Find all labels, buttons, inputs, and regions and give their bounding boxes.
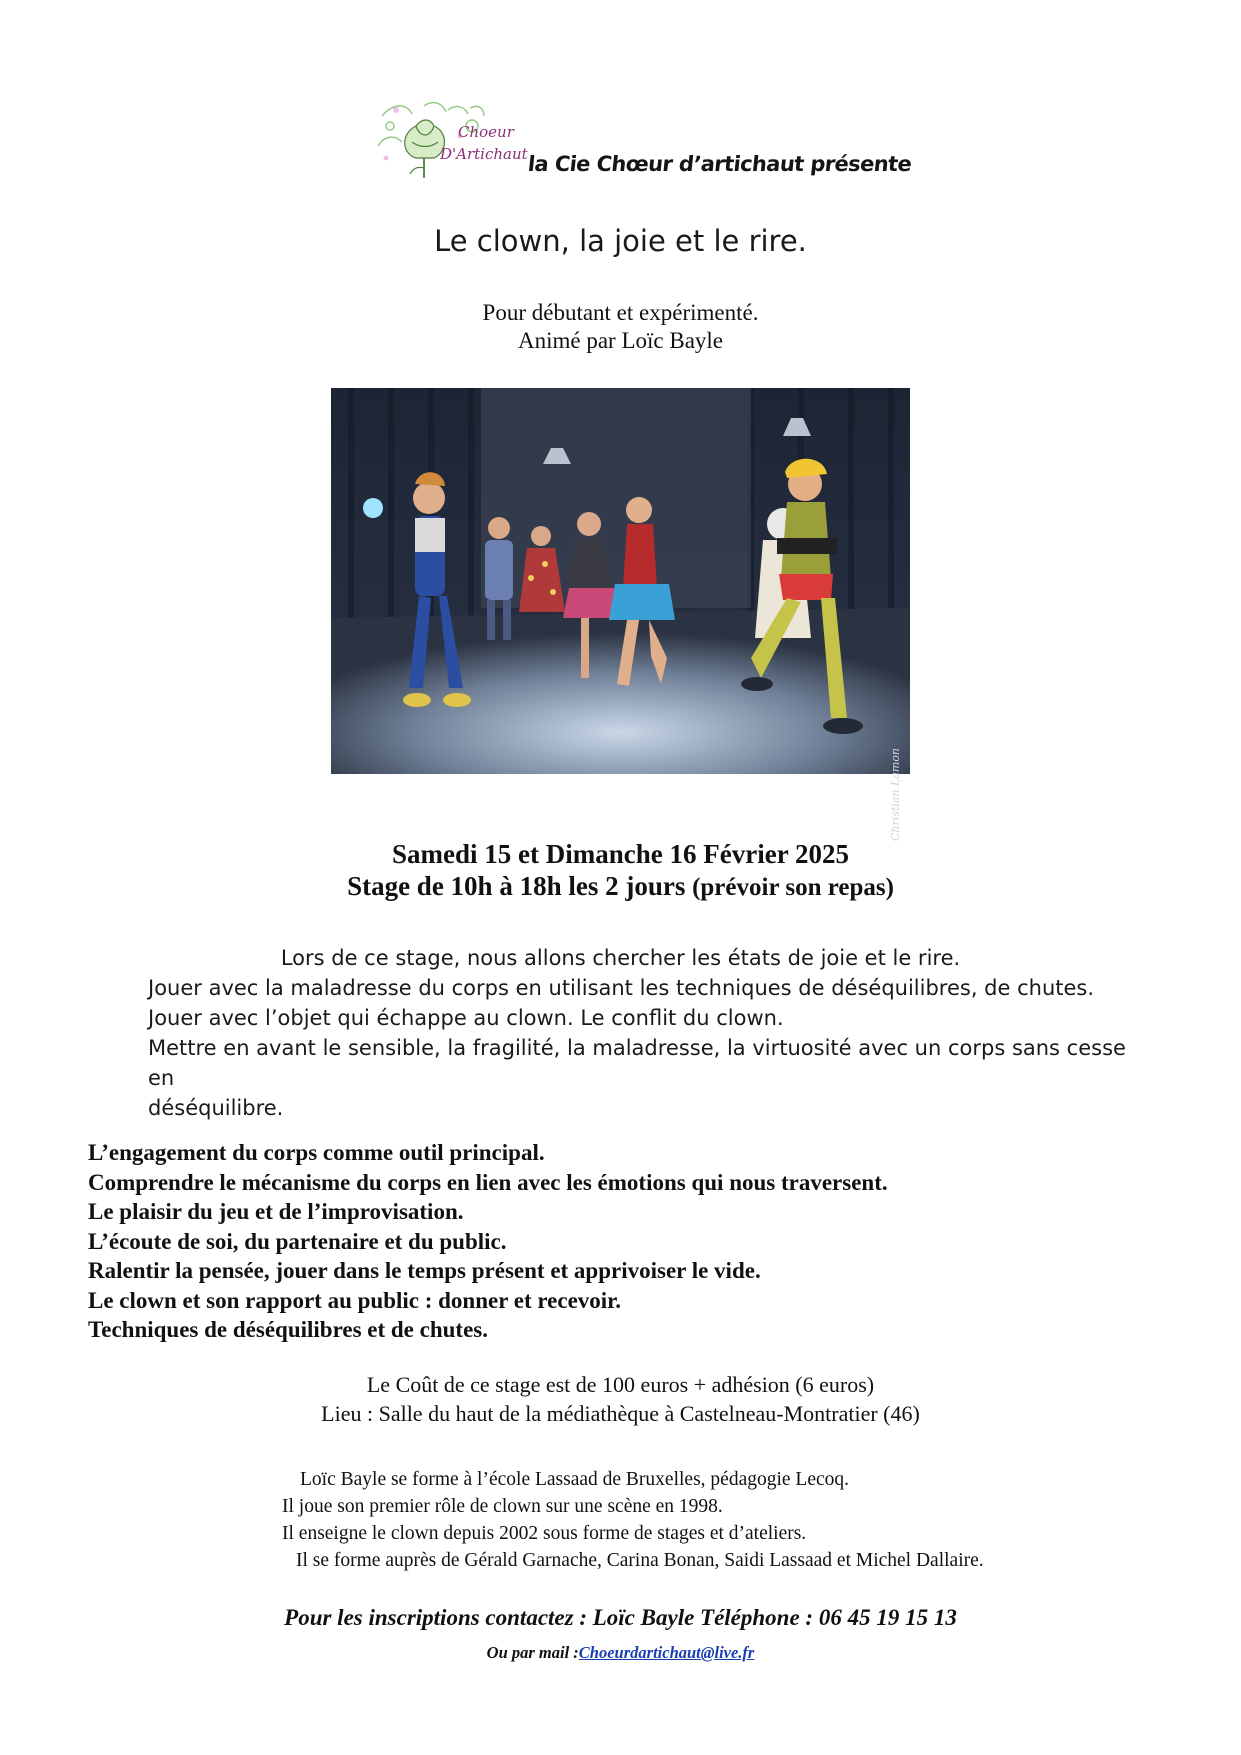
dates-line: Samedi 15 et Dimanche 16 Février 2025 — [392, 839, 849, 869]
goal-item: Comprendre le mécanisme du corps en lien avec les émotions qui nous traversent. — [88, 1169, 888, 1195]
goal-item: L’engagement du corps comme outil principal. — [88, 1140, 545, 1165]
goal-item: Le clown et son rapport au public : donner et recevoir. — [88, 1287, 622, 1313]
subtitle-level: Pour débutant et expérimenté. — [482, 300, 759, 325]
logo-text-choeur: Choeur — [458, 123, 514, 141]
bio-line: Il enseigne le clown depuis 2002 sous forme de stages et d’ateliers. — [282, 1523, 807, 1544]
bio-line: Il joue son premier rôle de clown sur une scène en 1998. — [282, 1496, 723, 1517]
workshop-photo — [331, 388, 910, 842]
photo-signature: Christian Lamon — [889, 748, 902, 842]
subtitle-animator: Animé par Loïc Bayle — [517, 328, 723, 353]
goal-item: Techniques de déséquilibres et de chutes. — [88, 1317, 488, 1342]
hours-text: Stage de 10h à 18h les 2 jours — [347, 871, 686, 901]
bio-line: Il se forme auprès de Gérald Garnache, Carina Bonan, Saidi Lassaad et Michel Dallaire. — [296, 1550, 984, 1571]
page-title: Le clown, la joie et le rire. — [434, 224, 807, 258]
practical-info — [0, 1370, 1241, 1428]
contact-line: Pour les inscriptions contactez : Loïc Bayle Téléphone : 06 45 19 15 13 — [284, 1605, 957, 1630]
description-line: Jouer avec la maladresse du corps en utilisant les techniques de déséquilibres, de chutes. — [148, 976, 1095, 1000]
description-line: déséquilibre. — [148, 1096, 284, 1120]
logo-text-artichaut: D'Artichaut — [440, 145, 528, 163]
company-presents: la Cie Chœur d’artichaut présente — [526, 152, 913, 176]
bio-line: Loïc Bayle se forme à l’école Lassaad de Bruxelles, pédagogie Lecoq. — [300, 1469, 850, 1490]
description-intro: Lors de ce stage, nous allons chercher les états de joie et le rire. — [280, 946, 961, 970]
clowns-dancing-image — [331, 388, 910, 774]
mail-prefix: Ou par mail : — [486, 1643, 579, 1662]
description-line: Mettre en avant le sensible, la fragilité, la maladresse, la virtuosité avec un corps sans cesse en — [148, 1036, 1126, 1090]
description-line: Jouer avec l’objet qui échappe au clown. Le conflit du clown. — [148, 1006, 784, 1030]
description-body — [148, 973, 1138, 1123]
location-line: Lieu : Salle du haut de la médiathèque à Castelneau-Montratier (46) — [321, 1401, 920, 1426]
hours-note: (prévoir son repas) — [692, 874, 894, 901]
workshop-dates — [0, 838, 1241, 904]
goal-item: L’écoute de soi, du partenaire et du public. — [88, 1228, 507, 1254]
goals-list — [88, 1138, 888, 1345]
hours-line — [0, 870, 1241, 904]
mail-line — [0, 1643, 1241, 1663]
goal-item: Le plaisir du jeu et de l’improvisation. — [88, 1199, 464, 1224]
subtitle — [0, 299, 1241, 355]
goal-item: Ralentir la pensée, jouer dans le temps présent et apprivoiser le vide. — [88, 1258, 761, 1283]
company-logo — [372, 96, 528, 184]
email-link[interactable]: Choeurdartichaut@live.fr — [578, 1643, 755, 1662]
cost-line: Le Coût de ce stage est de 100 euros + adhésion (6 euros) — [366, 1372, 875, 1397]
